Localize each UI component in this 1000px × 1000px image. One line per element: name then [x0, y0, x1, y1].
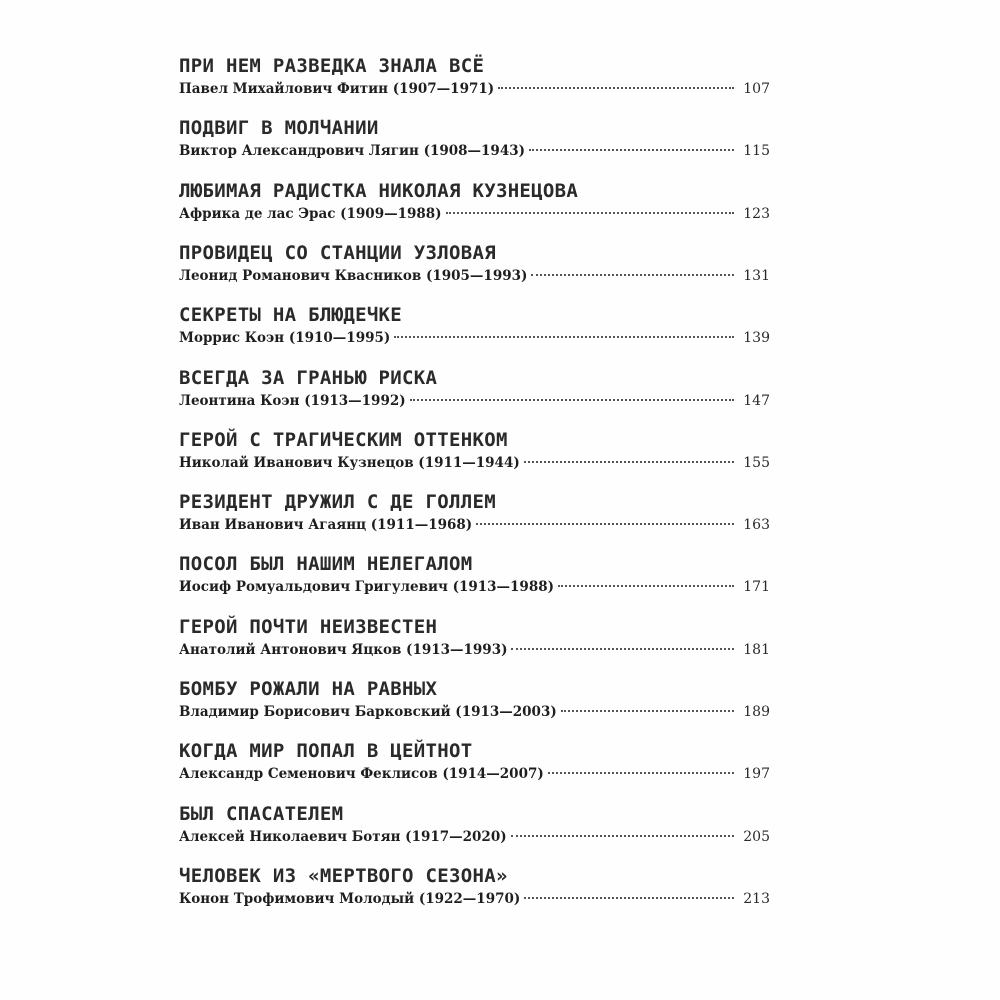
dot-leader	[498, 86, 734, 89]
page-number: 213	[743, 891, 770, 907]
page-number: 163	[743, 517, 770, 533]
dot-leader	[524, 896, 734, 899]
chapter-title: ПОСОЛ БЫЛ НАШИМ НЕЛЕГАЛОМ	[179, 553, 473, 575]
chapter-title: ЧЕЛОВЕК ИЗ «МЕРТВОГО СЕЗОНА»	[179, 865, 508, 887]
chapter-author: Африка де лас Эрас (1909—1988)	[179, 206, 442, 222]
chapter-title: ВСЕГДА ЗА ГРАНЬЮ РИСКА	[179, 367, 438, 389]
chapter-author-line	[179, 889, 770, 909]
chapter-author: Иван Иванович Агаянц (1911—1968)	[179, 517, 473, 533]
dot-leader	[511, 647, 734, 650]
chapter-author: Иосиф Ромуальдович Григулевич (1913—1988)	[179, 579, 554, 595]
chapter-title: БОМБУ РОЖАЛИ НА РАВНЫХ	[179, 678, 438, 700]
page-number: 139	[743, 330, 770, 346]
dot-leader	[511, 834, 734, 837]
dot-leader	[524, 460, 734, 463]
chapter-author-line	[179, 827, 770, 847]
chapter-title: ПОДВИГ В МОЛЧАНИИ	[179, 117, 379, 139]
chapter-author: Алексей Николаевич Ботян (1917—2020)	[179, 829, 507, 845]
chapter-author: Анатолий Антонович Яцков (1913—1993)	[179, 642, 508, 658]
dot-leader	[548, 771, 734, 774]
page-number: 197	[743, 766, 770, 782]
chapter-author: Виктор Александрович Лягин (1908—1943)	[179, 143, 525, 159]
chapter-author-line	[179, 515, 770, 535]
chapter-author-line	[179, 453, 770, 473]
chapter-author: Александр Семенович Феклисов (1914—2007)	[179, 766, 544, 782]
page-number: 123	[743, 206, 770, 222]
chapter-title: ЛЮБИМАЯ РАДИСТКА НИКОЛАЯ КУЗНЕЦОВА	[179, 180, 579, 202]
dot-leader	[531, 273, 734, 276]
page-number: 155	[743, 455, 770, 471]
dot-leader	[558, 584, 734, 587]
chapter-author-line	[179, 764, 770, 784]
dot-leader	[529, 148, 734, 151]
page-number: 147	[743, 393, 770, 409]
dot-leader	[446, 211, 734, 214]
chapter-title: ГЕРОЙ ПОЧТИ НЕИЗВЕСТЕН	[179, 616, 438, 638]
chapter-author: Николай Иванович Кузнецов (1911—1944)	[179, 455, 520, 471]
page-number: 131	[743, 268, 770, 284]
chapter-title: ГЕРОЙ С ТРАГИЧЕСКИМ ОТТЕНКОМ	[179, 429, 508, 451]
page-number: 171	[743, 579, 770, 595]
page-number: 189	[743, 704, 770, 720]
chapter-title: БЫЛ СПАСАТЕЛЕМ	[179, 803, 344, 825]
chapter-title: РЕЗИДЕНТ ДРУЖИЛ С ДЕ ГОЛЛЕМ	[179, 491, 496, 513]
chapter-author-line	[179, 141, 770, 161]
dot-leader	[561, 709, 734, 712]
page-number: 107	[743, 81, 770, 97]
chapter-author: Леонтина Коэн (1913—1992)	[179, 393, 406, 409]
chapter-title: ПРИ НЕМ РАЗВЕДКА ЗНАЛА ВСЁ	[179, 55, 485, 77]
chapter-author-line	[179, 391, 770, 411]
chapter-author-line	[179, 577, 770, 597]
chapter-title: КОГДА МИР ПОПАЛ В ЦЕЙТНОТ	[179, 740, 473, 762]
dot-leader	[394, 335, 734, 338]
page-number: 205	[743, 829, 770, 845]
chapter-author-line	[179, 328, 770, 348]
chapter-title: СЕКРЕТЫ НА БЛЮДЕЧКЕ	[179, 304, 403, 326]
dot-leader	[476, 522, 734, 525]
chapter-author: Павел Михайлович Фитин (1907—1971)	[179, 81, 495, 97]
chapter-title: ПРОВИДЕЦ СО СТАНЦИИ УЗЛОВАЯ	[179, 242, 496, 264]
chapter-author-line	[179, 266, 770, 286]
chapter-author: Леонид Романович Квасников (1905—1993)	[179, 268, 528, 284]
chapter-author: Владимир Борисович Барковский (1913—2003)	[179, 704, 557, 720]
page-number: 115	[743, 143, 770, 159]
chapter-author-line	[179, 640, 770, 660]
dot-leader	[410, 398, 734, 401]
chapter-author-line	[179, 79, 770, 99]
chapter-author-line	[179, 204, 770, 224]
chapter-author: Конон Трофимович Молодый (1922—1970)	[179, 891, 521, 907]
chapter-author: Моррис Коэн (1910—1995)	[179, 330, 391, 346]
chapter-author-line	[179, 702, 770, 722]
page-number: 181	[743, 642, 770, 658]
